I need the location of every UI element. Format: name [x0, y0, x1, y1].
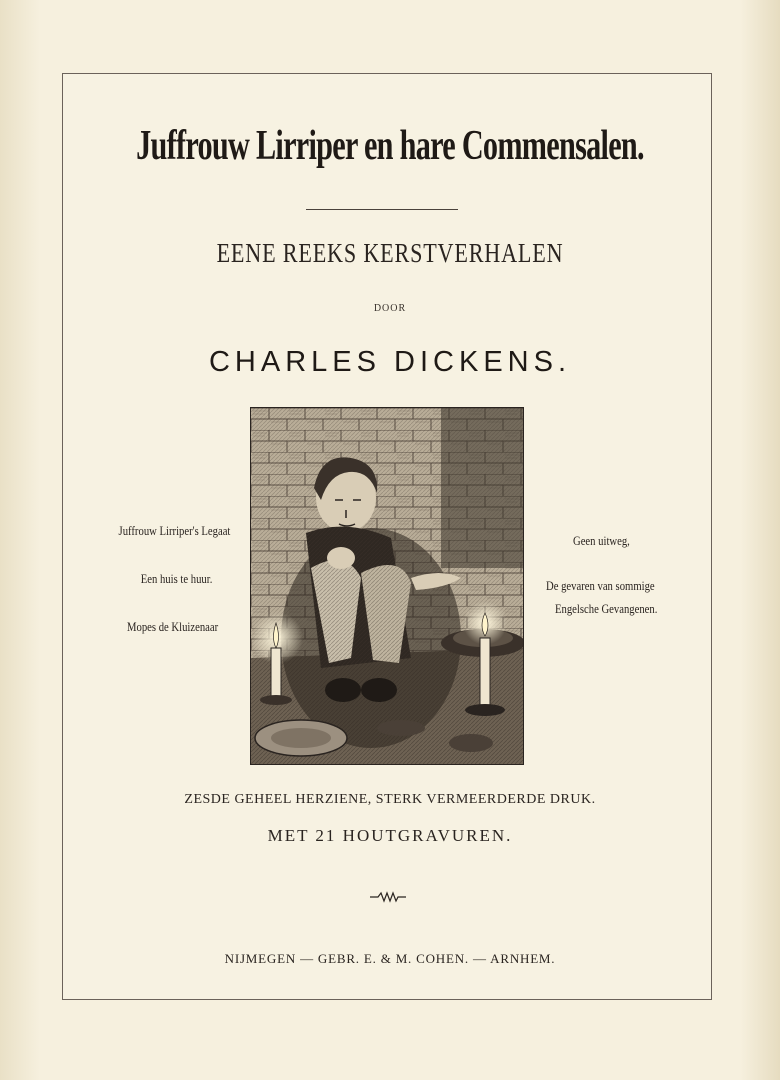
by-label: DOOR — [373, 303, 407, 314]
story-right-1: Geen uitweg, — [573, 533, 630, 548]
ornament-flourish-icon — [368, 890, 408, 904]
book-title: Juffrouw Lirriper en hare Commensalen. — [136, 123, 644, 169]
story-left-2: Een huis te huur. — [140, 571, 212, 586]
story-left-1: Juffrouw Lirriper's Legaat — [118, 523, 230, 538]
engraving-illustration — [250, 407, 524, 765]
edition-statement: ZESDE GEHEEL HERZIENE, STERK VERMEERDERDE DRUK. — [184, 792, 596, 807]
engraving-boy-by-candlelight — [251, 408, 523, 764]
author-name: CHARLES DICKENS. — [208, 346, 571, 378]
title-divider — [306, 209, 458, 210]
story-left-3: Mopes de Kluizenaar — [126, 619, 218, 634]
story-right-3: Engelsche Gevangenen. — [555, 601, 658, 616]
woodcut-count: MET 21 HOUTGRAVUREN. — [267, 826, 513, 845]
publisher-imprint: NIJMEGEN — GEBR. E. & M. COHEN. — ARNHEM. — [224, 951, 556, 966]
story-right-2: De gevaren van sommige — [546, 578, 655, 593]
book-subtitle: EENE REEKS KERSTVERHALEN — [216, 238, 564, 268]
